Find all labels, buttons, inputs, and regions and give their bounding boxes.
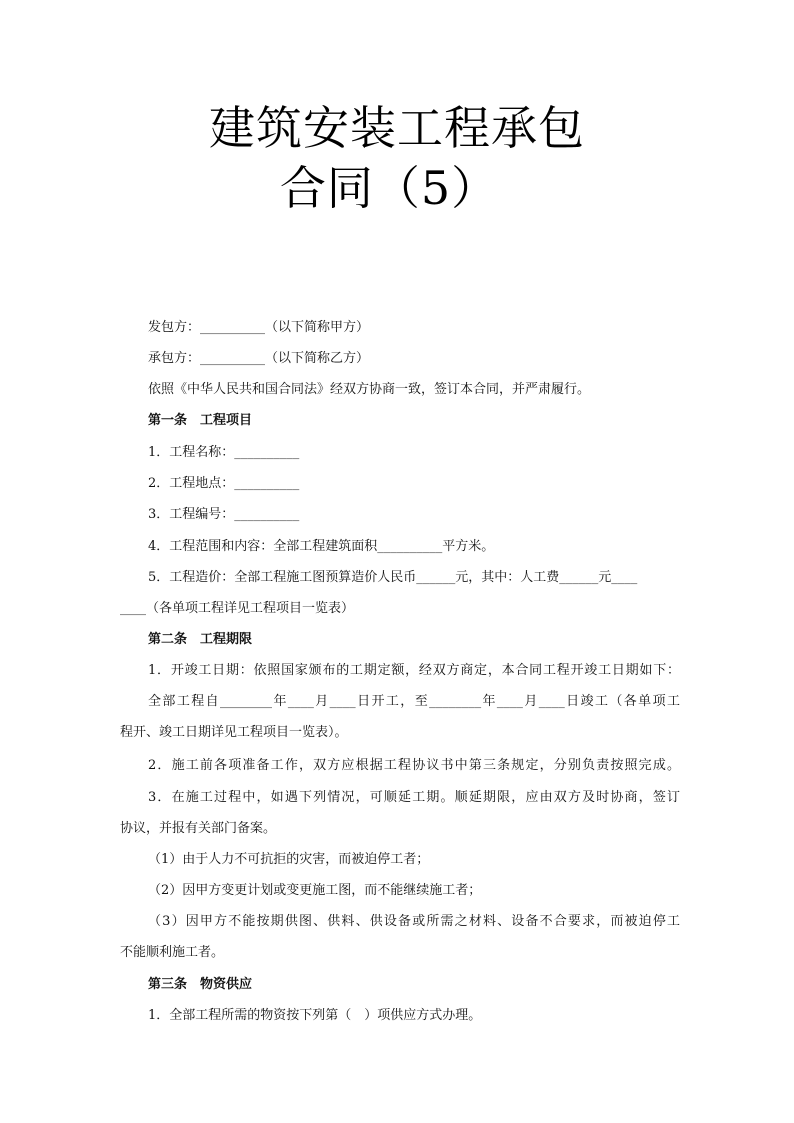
article-1-item-5-line2: ____（各单项工程详见工程项目一览表）: [120, 601, 355, 616]
article-1-item-5-line1: 5．工程造价：全部工程施工图预算造价人民币______元，其中：人工费______元____: [148, 570, 638, 585]
preamble: 依照《中华人民共和国合同法》经双方协商一致，签订本合同，并严肃履行。: [148, 382, 591, 397]
article-3-item-1: 1．全部工程所需的物资按下列第（ ）项供应方式办理。: [148, 1008, 482, 1023]
article-3-heading: 第三条 物资供应: [148, 977, 253, 992]
party-b-line: 承包方：__________（以下简称乙方）: [148, 351, 370, 366]
article-1-heading: 第一条 工程项目: [148, 413, 253, 428]
article-1-item-2: 2．工程地点：__________: [148, 476, 300, 491]
article-2-item-3-sub-3-line1: （3）因甲方不能按期供图、供料、供设备或所需之材料、设备不合要求，而被迫停工: [148, 914, 680, 929]
party-a-line: 发包方：__________（以下简称甲方）: [148, 320, 370, 335]
article-2-item-3-sub-2: （2）因甲方变更计划或变更施工图，而不能继续施工者；: [148, 883, 482, 898]
article-2-item-1-line2: 全部工程自________年____月____日开工，至________年____月____日竣工（各单项工: [148, 694, 680, 709]
article-2-item-1-line1: 1．开竣工日期：依照国家颁布的工期定额，经双方商定，本合同工程开竣工日期如下：: [148, 663, 680, 678]
article-2-item-3-sub-3-line2: 不能顺利施工者。: [120, 945, 225, 960]
article-2-item-3-sub-1: （1）由于人力不可抗拒的灾害，而被迫停工者；: [148, 852, 430, 867]
article-2-item-1-line3: 程开、竣工日期详见工程项目一览表）。: [120, 725, 348, 740]
article-2-item-3-line1: 3．在施工过程中，如遇下列情况，可顺延工期。顺延期限，应由双方及时协商，签订: [148, 790, 680, 805]
document-title-line1: 建筑安装工程承包: [209, 101, 585, 155]
article-2-item-3-line2: 协议，并报有关部门备案。: [120, 821, 277, 836]
document-title-line2: 合同（5）: [279, 161, 499, 215]
article-1-item-1: 1．工程名称：__________: [148, 445, 300, 460]
article-1-item-3: 3．工程编号：__________: [148, 507, 300, 522]
article-2-item-2: 2．施工前各项准备工作，双方应根据工程协议书中第三条规定，分别负责按照完成。: [148, 758, 680, 773]
article-1-item-4: 4．工程范围和内容：全部工程建筑面积__________平方米。: [148, 539, 495, 554]
article-2-heading: 第二条 工程期限: [148, 632, 253, 647]
